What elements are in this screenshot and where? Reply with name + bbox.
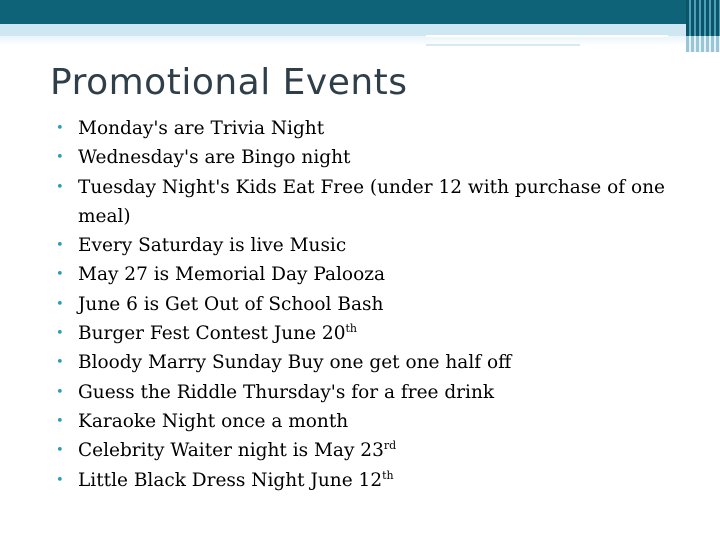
bullet-text: Karaoke Night once a month [78, 410, 349, 432]
header-band-shade [0, 36, 720, 46]
bullet-dot-icon: • [56, 296, 64, 312]
bullet-item [52, 319, 692, 348]
bullet-dot-icon: • [56, 238, 64, 254]
bullet-dot-icon: • [56, 121, 64, 136]
bullet-dot-icon: • [56, 150, 64, 166]
bullet-list [52, 114, 692, 495]
bullet-dot-icon: • [56, 326, 64, 342]
bullet-text: Little Black Dress Night June 12 [78, 469, 383, 491]
ordinal-suffix: th [345, 321, 357, 335]
header-deco-line [426, 44, 580, 46]
bullet-text: Bloody Marry Sunday Buy one get one half off [78, 352, 512, 374]
bullet-item [52, 436, 692, 465]
bullet-item [52, 407, 692, 436]
ordinal-suffix: th [382, 468, 394, 482]
bullet-dot-icon: • [56, 267, 64, 283]
bullet-item [52, 348, 692, 377]
bullet-text: Wednesday's are Bingo night [78, 147, 351, 169]
bullet-text: Guess the Riddle Thursday's for a free drink [78, 381, 495, 403]
ordinal-suffix: rd [383, 439, 397, 453]
header-deco-line [426, 35, 668, 37]
bullet-item [52, 143, 692, 172]
bullet-item [52, 378, 692, 407]
bullet-text: Tuesday Night's Kids Eat Free (under 12 with purchase of one meal) [78, 176, 665, 227]
bullet-dot-icon: • [56, 472, 64, 488]
bullet-text: June 6 is Get Out of School Bash [78, 293, 384, 315]
bullet-dot-icon: • [56, 384, 64, 400]
corner-stripes-decoration [686, 36, 720, 52]
bullet-text: May 27 is Memorial Day Palooza [78, 264, 385, 286]
bullet-dot-icon: • [56, 355, 64, 371]
bullet-text: Burger Fest Contest June 20 [78, 323, 346, 345]
bullet-text: Celebrity Waiter night is May 23 [78, 440, 384, 462]
slide-title: Promotional Events [50, 62, 408, 103]
bullet-text: Monday's are Trivia Night [78, 118, 325, 139]
bullet-dot-icon: • [56, 443, 64, 459]
bullet-item [52, 114, 692, 143]
bullet-item [52, 290, 692, 319]
bullet-dot-icon: • [56, 413, 64, 429]
bullet-item [52, 260, 692, 289]
bullet-item [52, 466, 692, 495]
bullet-item [52, 173, 692, 232]
header-band [0, 0, 720, 24]
bullet-dot-icon: • [56, 179, 64, 195]
bullet-text: Every Saturday is live Music [78, 235, 347, 257]
bullet-item [52, 231, 692, 260]
